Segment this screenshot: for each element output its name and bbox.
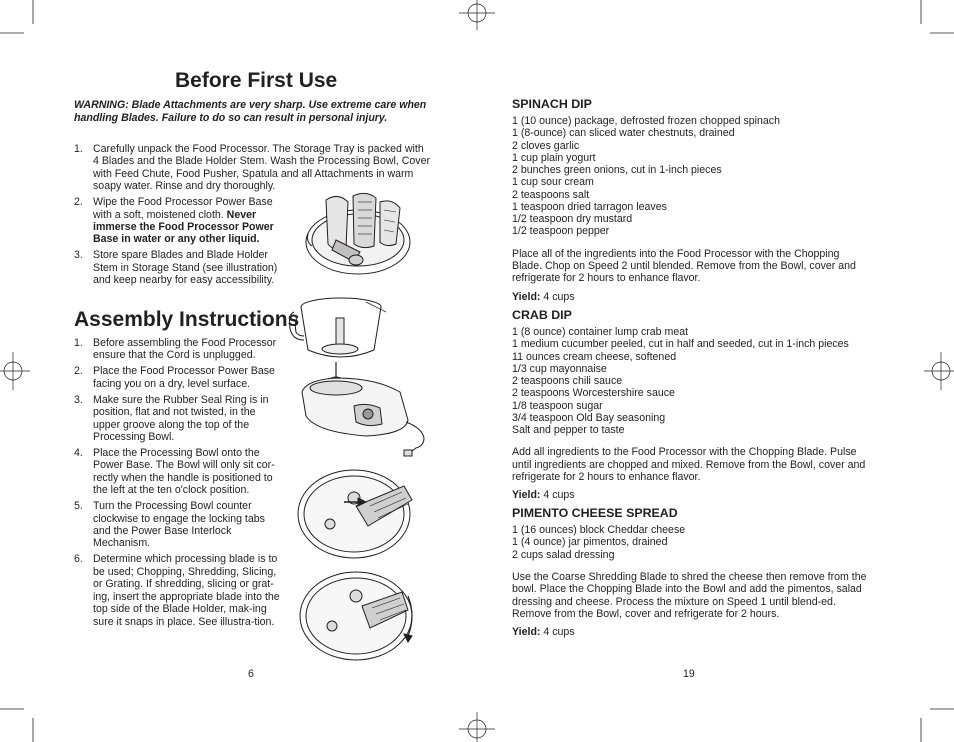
ingredient: 1 (8-ounce) can sliced water chestnuts, drained [512,127,735,140]
section-title: Assembly Instructions [74,308,300,331]
recipe-yield [512,291,872,303]
ingredient: 1 cup plain yogurt [512,151,596,164]
list-item [74,196,281,246]
step-number: 1. [74,143,83,155]
ingredient: 1/2 teaspoon pepper [512,225,610,238]
step-text: Wipe the Food Processor Power Base with a soft, moistened cloth. [93,196,273,221]
ingredient: 2 cloves garlic [512,139,580,152]
registration-mark-left [0,352,30,390]
ingredient: 1/2 teaspoon dry mustard [512,213,633,225]
list-item [74,143,432,193]
step-number: 6. [74,553,83,566]
processing-bowl-illustration [286,292,391,367]
step-text: Place the Food Processor Power Base facing you on a dry, level surface. [93,365,275,390]
page-number-right: 19 [683,668,695,680]
ingredient: 1 (4 ounce) jar pimentos, drained [512,536,668,549]
step-number: 5. [74,500,83,513]
list-item [74,337,284,362]
recipe-method: Add all ingredients to the Food Processor with the Chopping Blade. Pulse until ingredients are chopped and mixed. Remove from the Bowl, cover and refrigerate for 2 hours to enhance flavor. [512,446,866,484]
storage-stand-illustration [298,190,413,280]
yield-value: 4 cups [543,626,575,639]
ingredient: 2 cups salad dressing [512,548,615,561]
page-title: Before First Use [175,69,338,92]
blade-holder-insert-illustration [296,466,416,561]
page-number-left: 6 [248,668,254,680]
list-item [74,553,284,627]
ingredient: 1 (10 ounce) package, defrosted frozen chopped spinach [512,115,780,127]
step-number: 3. [74,393,83,406]
ingredient-list [512,326,872,436]
registration-mark-top [459,0,495,30]
step-number: 2. [74,365,83,378]
ingredient: 2 teaspoons salt [512,188,590,201]
ingredient: 2 bunches green onions, cut in 1-inch pieces [512,164,722,176]
step-text: Store spare Blades and Blade Holder Stem in Storage Stand (see illustration) and keep nearby for easy accessibility. [93,249,278,287]
recipe-spinach-dip [512,97,872,303]
ingredient: 1 (8 ounce) container lump crab meat [512,326,689,338]
ingredient: 1/8 teaspoon sugar [512,399,603,412]
recipe-pimento-cheese-spread [512,506,872,638]
step-number: 4. [74,447,83,460]
list-item [74,249,281,286]
list-item [74,447,284,497]
step-text: Carefully unpack the Food Processor. The Storage Tray is packed with 4 Blades and the Blade Holder Stem. Wash the Processing Bowl, Cover with Feed Chute, Food Pusher, Spatula and all Attachments in warm soapy water. Rinse and dry thoroughly. [93,143,431,193]
step-text: Make sure the Rubber Seal Ring is in position, flat and not twisted, in the upper groove along the top of the Processing Bowl. [93,393,269,444]
recipe-yield [512,489,872,501]
step-text: Place the Processing Bowl onto the Power Base. The Bowl will only sit cor-rectly when the handle is positioned to the left at the ten o'clock position. [93,447,275,497]
step-number: 3. [74,249,83,262]
recipe-title: CRAB DIP [512,308,572,322]
step-text: Determine which processing blade is to be used; Chopping, Shredding, Slicing, or Grating. If shredding, slicing or grat-ing, insert the appropriate blade into the top side of the Blade Holder, mak-ing sure it snaps in place. See illustra-tion. [93,553,280,628]
ingredient: 11 ounces cream cheese, softened [512,350,677,363]
recipe-yield [512,626,872,638]
ingredient: 1 teaspoon dried tarragon leaves [512,200,667,213]
step-bold-warning: Never immerse the Food Processor Power Base in water or any other liquid. [93,208,274,246]
list-item [74,365,284,390]
ingredient: 1 cup sour cream [512,176,594,189]
step-number: 1. [74,337,83,349]
ingredient: 2 teaspoons chili sauce [512,375,623,387]
power-base-illustration [296,362,436,462]
yield-value: 4 cups [543,489,575,502]
registration-mark-right [924,352,954,390]
step-text: Before assembling the Food Processor ensure that the Cord is unplugged. [93,337,277,362]
ingredient-list [512,524,872,561]
yield-label: Yield: [512,626,541,639]
ingredient: 2 teaspoons Worcestershire sauce [512,387,675,400]
step-text: Turn the Processing Bowl counter clockwise to engage the locking tabs and the Power Base Interlock Mechanism. [93,500,265,550]
ingredient: Salt and pepper to taste [512,424,625,436]
ingredient: 1 medium cucumber peeled, cut in half and seeded, cut in 1-inch pieces [512,338,849,351]
list-item [74,394,284,444]
ingredient-list [512,115,872,238]
recipe-title: SPINACH DIP [512,97,592,111]
blade-holder-disc-illustration [296,566,421,666]
assembly-steps [74,337,284,632]
yield-label: Yield: [512,489,541,502]
ingredient: 1 (16 ounces) block Cheddar cheese [512,524,686,536]
registration-mark-bottom [459,712,495,742]
recipe-title: PIMENTO CHEESE SPREAD [512,506,678,520]
step-number: 2. [74,196,83,209]
recipe-crab-dip [512,308,872,501]
recipe-method: Use the Coarse Shredding Blade to shred the cheese then remove from the bowl. Place the Chopping Blade into the Bowl and add the pimentos, salad dressing and cheese. Process the mixture on Speed 1 until blend-ed. Remove from the Bowl, cover and refrigerate for 2 hours. [512,570,867,620]
ingredient: 3/4 teaspoon Old Bay seasoning [512,411,666,424]
recipe-method: Place all of the ingredients into the Food Processor with the Chopping Blade. Chop on Speed 2 until blended. Remove from the Bowl, cover and refrigerate for 2 hours to enhance flavor. [512,247,856,285]
yield-label: Yield: [512,290,541,303]
yield-value: 4 cups [543,290,575,303]
warning-text: WARNING: Blade Attachments are very sharp. Use extreme care when handling Blades. Failure to do so can result in personal injury. [74,99,427,124]
ingredient: 1/3 cup mayonnaise [512,362,607,375]
list-item [74,500,284,550]
